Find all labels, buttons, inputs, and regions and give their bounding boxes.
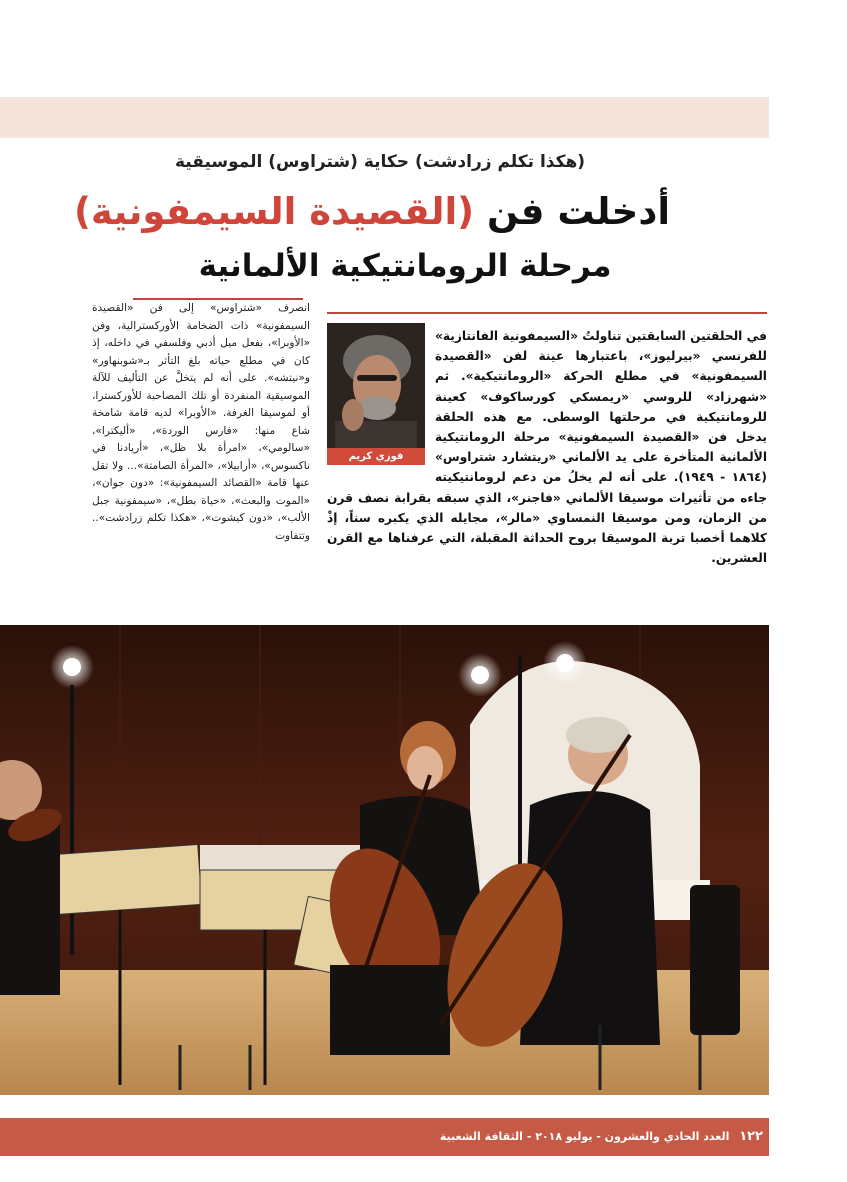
issue-info: العدد الحادي والعشرون - يوليو ٢٠١٨ - [526,1130,730,1143]
article-subheadline: مرحلة الرومانتيكية الألمانية [198,248,612,284]
concert-photo-image [0,625,769,1095]
footer-band [0,1118,769,1156]
main-column-text: في الحلقتين السابقتين تناولتُ «السيمفونية الفانتازية» للفرنسي «بيرليوز»، باعتبارها عينة لفن «القصيدة السيمفونية» في مطلع الحركة «الرومانتيكية». ثم «شهرزاد» للروسي «ريمسكي كورساكوف» كعينة للرومانتيكية في مرحلتها الوسطى. مع هذه الحلقة يدخل فن «القصيدة السيمفونية» مرحلة الرومانتيكية الألمانية المتأخرة على يد الألماني «ريتشارد شتراوس» (١٨٦٤ - ١٩٤٩). على أنه لم يخلُ من دعم لرومانتيكيته جاءه من تأثيرات موسيقا الألماني «فاجنر»، الذي سبقه بقرابة نصف قرن من الزمان، ومن موسيقا النمساوي «مالر»، مجايله الذي يكبره سناً، إذْ كلاهما أخصبا تربة الموسيقا بروح الحداثة المقبلة، التي عرفناها مع القرن العشرين. [327,329,767,566]
article-headline [74,190,670,233]
side-column [92,300,310,545]
magazine-name: الثقافة الشعبية [439,1130,523,1143]
article-kicker: (هكذا تكلم زرادشت) حكاية (شتراوس) الموسيقية [174,152,586,172]
headline-prefix: أدخلت فن [486,190,670,233]
footer-text [440,1118,763,1156]
page-number: ١٢٢ [739,1129,763,1144]
author-caption: فوزي كريم [327,448,425,465]
divider-right [327,312,767,314]
headline-accent: (القصيدة السيمفونية) [74,190,475,233]
main-column [327,326,767,568]
header-band [0,97,769,138]
concert-photo [0,625,769,1095]
side-column-text: انصرف «شتراوس» إلى فن «القصيدة السيمفونية» ذات الضخامة الأوركسترالية، وفن «الأوبرا»، بفعل ميل أدبي وفلسفي في داخله، إذ كان في مطلع حياته بلغ التأثر بـ«شوبنهاور» و«نيتشه». على أنه لم يتخلَّ عن التأليف للآلة الموسيقية المنفردة أو تلك المصاحبة للأوركسترا، أو لموسيقا الغرفة. «الأوبرا» لديه قامة شامخة شاع منها: «فارس الوردة»، «أليكترا»، «سالومي»، «امرأة بلا ظل»، «أريادنا في ناكسوس»، «أرابيلا»، «المرأة الصامتة»... ولا تقل عنها قامة «القصائد السيمفونية»: «دون جوان»، «الموت والبعث»، «حياة بطل»، «سيمفونية جبل الألب»، «دون كيشوت»، «هكذا تكلم زرادشت».. وتتفاوت [92,302,310,542]
